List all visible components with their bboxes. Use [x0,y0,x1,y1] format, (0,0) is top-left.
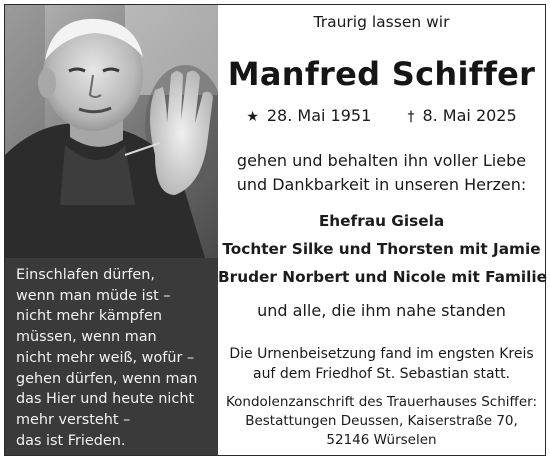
poem-line: gehen dürfen, wenn man [16,370,198,387]
life-dates [218,106,545,125]
notice-text [218,5,548,455]
deceased-name: Manfred Schiffer [227,55,536,93]
message-line-2: und Dankbarkeit in unseren Herzen: [236,175,527,194]
poem-line: wenn man müde ist – [16,287,171,304]
death-date: 8. Mai 2025 [422,106,517,125]
poem-line: Einschlafen dürfen, [16,267,155,283]
poem-line: das Hier und heute nicht [16,391,195,408]
family-line-3: Bruder Norbert und Nicole mit Familie [218,268,548,286]
address-line-2: Bestattungen Deussen, Kaiserstraße 70, [245,413,518,429]
address-line-1: Kondolenzanschrift des Trauerhauses Schiffer: [225,394,538,410]
message-line-1: gehen und behalten ihn voller Liebe [236,151,527,170]
family-line-2: Tochter Silke und Thorsten mit Jamie [222,240,541,258]
birth-date: 28. Mai 1951 [266,106,372,125]
cross-icon: † [407,109,415,125]
portrait-image [5,5,218,258]
portrait-photo [5,5,218,258]
burial-line-2: auf dem Friedhof St. Sebastian statt. [252,366,511,382]
death-date-group [407,106,516,125]
poem-line: nicht mehr weiß, wofür – [16,349,195,366]
address-line-3: 52146 Würselen [326,432,437,448]
poem-line: mehr versteht – [16,411,131,428]
intro-text: Traurig lassen wir [313,13,450,31]
poem-box [5,258,218,455]
burial-line-1: Die Urnenbeisetzung fand im engsten Kreis [229,346,534,362]
poem-line: das ist Frieden. [16,432,126,449]
others-line: und alle, die ihm nahe standen [257,301,506,320]
star-icon: ★ [246,109,259,125]
poem-line: nicht mehr kämpfen [16,308,162,325]
birth-date-group [246,106,371,125]
poem-line: müssen, wenn man [16,329,157,346]
family-line-1: Ehefrau Gisela [318,212,445,230]
